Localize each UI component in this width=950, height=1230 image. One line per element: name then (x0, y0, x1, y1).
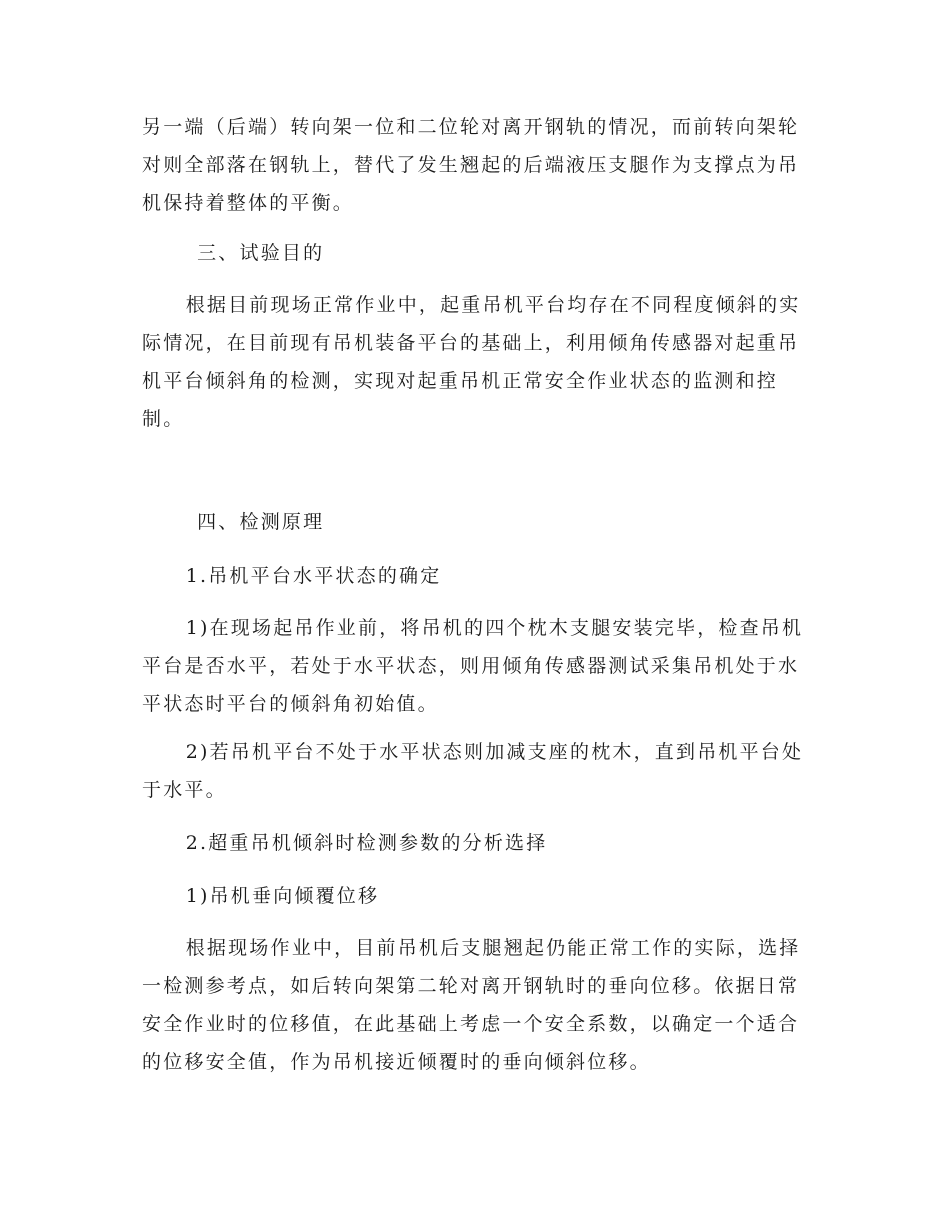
paragraph-balance: 另一端（后端）转向架一位和二位轮对离开钢轨的情况，而前转向架轮对则全部落在钢轨上，替代了发生翘起的后端液压支腿作为支撑点为吊机保持着整体的平衡。 (142, 116, 800, 214)
list-item-step-2: 2)若吊机平台不处于水平状态则加减支座的枕木，直到吊机平台处于水平。 (142, 741, 804, 801)
section-heading-test-purpose: 三、试验目的 (197, 242, 325, 264)
list-item-step-1: 1)在现场起吊作业前，将吊机的四个枕木支腿安装完毕，检查吊机平台是否水平，若处于水平状态，则用倾角传感器测试采集吊机处于水平状态时平台的倾斜角初始值。 (142, 617, 804, 715)
paragraph-test-purpose: 根据目前现场正常作业中，起重吊机平台均存在不同程度倾斜的实际情况，在目前现有吊机装备平台的基础上，利用倾角传感器对起重吊机平台倾斜角的检测，实现对起重吊机正常安全作业状态的监测和控制。 (142, 294, 801, 430)
subheading-parameter-selection: 2.超重吊机倾斜时检测参数的分析选择 (185, 832, 548, 854)
subheading-horizontal-state: 1.吊机平台水平状态的确定 (185, 565, 442, 587)
list-item-vertical-displacement: 1)吊机垂向倾覆位移 (185, 885, 380, 907)
section-heading-detection-principle: 四、检测原理 (197, 511, 325, 533)
paragraph-displacement-detail: 根据现场作业中，目前吊机后支腿翘起仍能正常工作的实际，选择一检测参考点，如后转向架第二轮对离开钢轨时的垂向位移。依据日常安全作业时的位移值，在此基础上考虑一个安全系数，以确定一个适合的位移安全值，作为吊机接近倾覆时的垂向倾斜位移。 (142, 937, 801, 1073)
